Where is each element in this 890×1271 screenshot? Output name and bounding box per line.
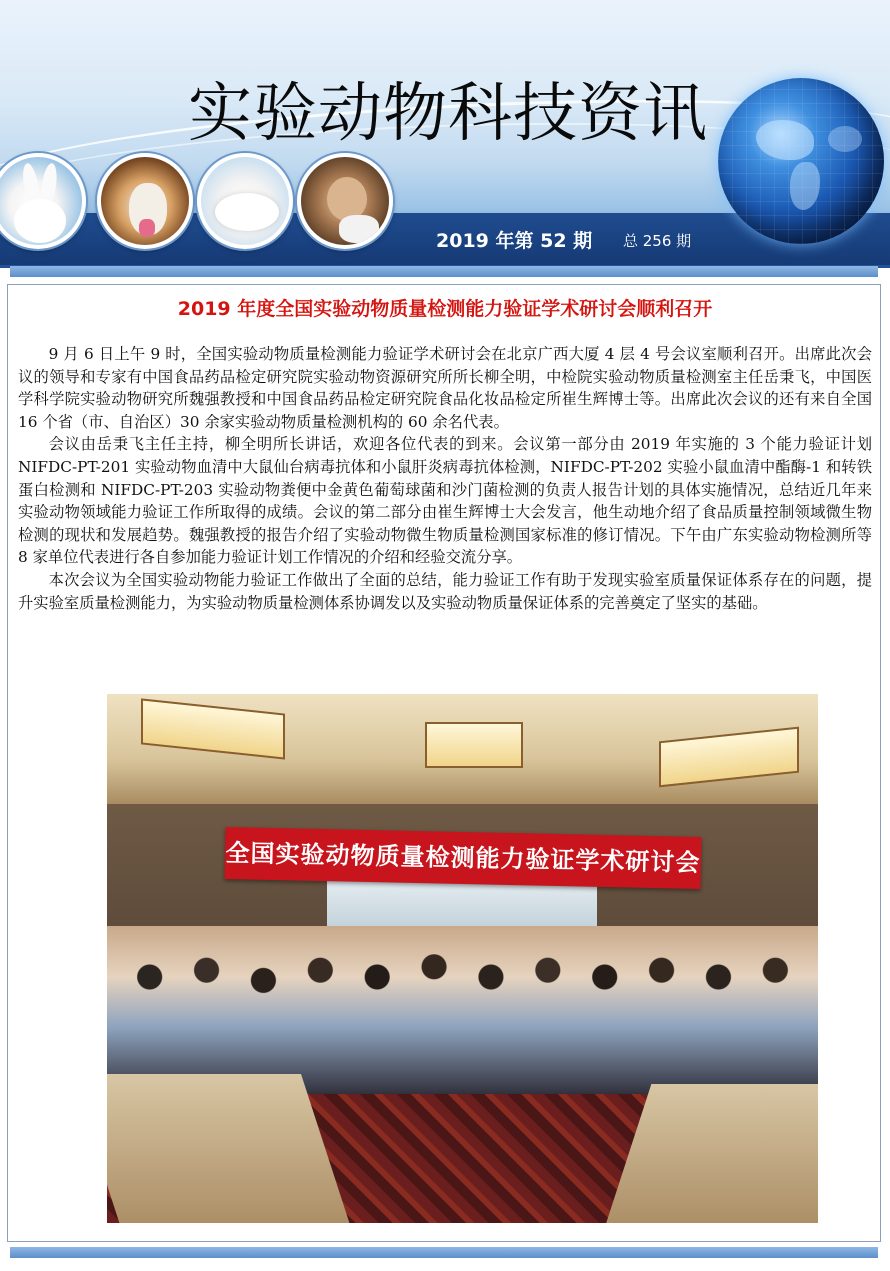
masthead-title: 实验动物科技资讯	[188, 77, 708, 151]
article-body	[18, 343, 872, 614]
ceiling-lamp	[425, 722, 523, 768]
dog-icon	[97, 153, 193, 249]
paragraph: 本次会议为全国实验动物能力验证工作做出了全面的总结，能力验证工作有助于发现实验室质量保证体系存在的问题，提升实验室质量检测能力，为实验动物质量检测体系协调发以及实验动物质量保证体系的完善奠定了坚实的基础。	[18, 570, 872, 612]
article-title: 2019 年度全国实验动物质量检测能力验证学术研讨会顺利召开	[177, 298, 713, 320]
paragraph: 会议由岳秉飞主任主持，柳全明所长讲话，欢迎各位代表的到来。会议第一部分由 2019 年实施的 3 个能力验证计划 NIFDC-PT-201 实验动物血清中大鼠仙台病毒抗体和小鼠肝炎病毒抗体检测，NIFDC-PT-202 实验小鼠血清中酯酶-1 和转铁蛋白检测和 NIFDC-PT-203 实验动物粪便中金黄色葡萄球菌和沙门菌检测的负责人报告计划的具体实施情况，总结近几年来实验动物领域能力验证工作所取得的成绩。会议的第二部分由崔生辉博士大会发言，他生动地介绍了食品质量控制领域微生物检测的现状和发展趋势。魏强教授的报告介绍了实验动物微生物质量检测国家标准的修订情况。下午由广东实验动物检测所等 8 家单位代表进行各自参加能力验证计划工作情况的介绍和经验交流分享。	[18, 435, 872, 567]
total-issue-number: 总 256 期	[623, 232, 692, 250]
paragraph: 9 月 6 日上午 9 时，全国实验动物质量检测能力验证学术研讨会在北京广西大厦 4 层 4 号会议室顺利召开。出席此次会议的领导和专家有中国食品药品检定研究院实验动物资源研究所所长柳全明，中检院实验动物质量检测室主任岳秉飞，中国医学科学院实验动物研究所魏强教授和中国食品药品检定研究院食品化妆品检定所崔生辉博士等。出席此次会议的还有来自全国 16 个省（市、自治区）30 余家实验动物质量检测机构的 60 余名代表。	[18, 345, 872, 431]
group-of-attendees	[107, 926, 818, 1096]
mouse-icon	[197, 153, 293, 249]
bottom-divider	[10, 1247, 878, 1258]
top-divider	[10, 266, 878, 277]
monkey-icon	[297, 153, 393, 249]
conference-photo	[107, 694, 818, 1223]
masthead-header	[0, 0, 890, 268]
globe-icon	[718, 78, 884, 244]
conference-banner: 全国实验动物质量检测能力验证学术研讨会	[225, 827, 702, 889]
issue-number: 2019 年第 52 期	[436, 230, 593, 252]
